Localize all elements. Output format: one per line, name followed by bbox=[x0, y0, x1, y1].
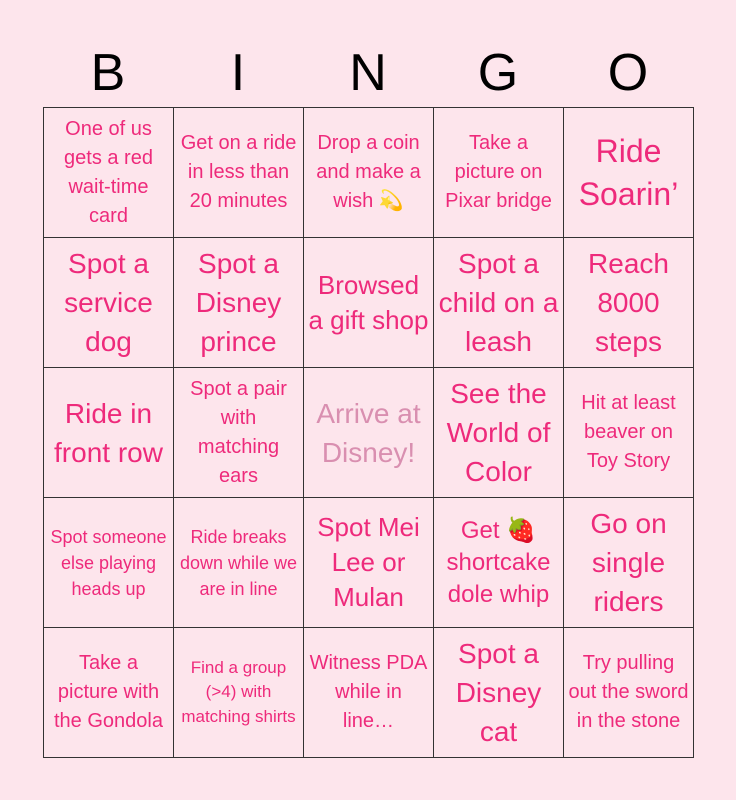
bingo-cell-r1c5[interactable] bbox=[564, 108, 694, 238]
header-letter-b: B bbox=[90, 44, 126, 102]
bingo-cell-free-space[interactable] bbox=[304, 368, 434, 498]
cell-text: Spot a child on a leash bbox=[438, 248, 559, 357]
header-letter-i: I bbox=[230, 44, 246, 102]
cell-text: Spot Mei Lee or Mulan bbox=[317, 512, 420, 612]
cell-text: Ride breaks down while we are in line bbox=[179, 526, 298, 599]
bingo-grid bbox=[43, 107, 694, 758]
bingo-cell-r2c4[interactable] bbox=[434, 238, 564, 368]
header-letter-n: N bbox=[349, 44, 387, 102]
cell-text: Go on single riders bbox=[590, 508, 667, 617]
cell-text: Find a group (>4) with matching shirts bbox=[181, 657, 296, 726]
bingo-cell-r2c1[interactable] bbox=[44, 238, 174, 368]
bingo-cell-r1c3[interactable] bbox=[304, 108, 434, 238]
bingo-cell-r3c2[interactable] bbox=[174, 368, 304, 498]
cell-text: See the World of Color bbox=[446, 378, 551, 487]
bingo-cell-r5c4[interactable] bbox=[434, 628, 564, 758]
cell-text: One of us gets a red wait-time card bbox=[64, 117, 153, 227]
bingo-cell-r1c4[interactable] bbox=[434, 108, 564, 238]
cell-text: Ride in front row bbox=[54, 397, 163, 468]
cell-text: Get 🍓 shortcake dole whip bbox=[446, 516, 551, 608]
bingo-cell-r4c5[interactable] bbox=[564, 498, 694, 628]
cell-text: Arrive at Disney! bbox=[316, 397, 421, 468]
cell-text: Reach 8000 steps bbox=[588, 248, 669, 357]
cell-text: Ride Soarin’ bbox=[578, 132, 679, 212]
cell-text: Hit at least beaver on Toy Story bbox=[581, 392, 676, 472]
cell-text: Browsed a gift shop bbox=[308, 269, 429, 335]
bingo-cell-r2c2[interactable] bbox=[174, 238, 304, 368]
cell-text: Try pulling out the sword in the stone bbox=[568, 652, 689, 732]
cell-text: Take a picture on Pixar bridge bbox=[445, 132, 552, 212]
bingo-cell-r4c4[interactable] bbox=[434, 498, 564, 628]
cell-text: Get on a ride in less than 20 minutes bbox=[180, 132, 297, 212]
bingo-cell-r5c2[interactable] bbox=[174, 628, 304, 758]
bingo-cell-r3c5[interactable] bbox=[564, 368, 694, 498]
bingo-cell-r3c1[interactable] bbox=[44, 368, 174, 498]
bingo-header bbox=[43, 40, 693, 106]
bingo-cell-r2c5[interactable] bbox=[564, 238, 694, 368]
bingo-cell-r4c2[interactable] bbox=[174, 498, 304, 628]
cell-text: Spot a pair with matching ears bbox=[190, 377, 287, 487]
cell-text: Spot someone else playing heads up bbox=[50, 526, 167, 599]
cell-text: Take a picture with the Gondola bbox=[54, 652, 163, 732]
bingo-cell-r5c1[interactable] bbox=[44, 628, 174, 758]
bingo-cell-r3c4[interactable] bbox=[434, 368, 564, 498]
header-letter-g: G bbox=[477, 44, 519, 102]
bingo-cell-r1c1[interactable] bbox=[44, 108, 174, 238]
cell-text: Spot a Disney prince bbox=[195, 248, 282, 357]
bingo-cell-r4c3[interactable] bbox=[304, 498, 434, 628]
cell-text: Spot a Disney cat bbox=[455, 638, 542, 747]
bingo-cell-r1c2[interactable] bbox=[174, 108, 304, 238]
cell-text: Witness PDA while in line… bbox=[309, 652, 428, 732]
header-letter-o: O bbox=[607, 44, 649, 102]
bingo-cell-r5c5[interactable] bbox=[564, 628, 694, 758]
cell-text: Spot a service dog bbox=[64, 248, 153, 357]
bingo-cell-r5c3[interactable] bbox=[304, 628, 434, 758]
cell-text: Drop a coin and make a wish 💫 bbox=[316, 132, 421, 212]
bingo-cell-r4c1[interactable] bbox=[44, 498, 174, 628]
bingo-cell-r2c3[interactable] bbox=[304, 238, 434, 368]
